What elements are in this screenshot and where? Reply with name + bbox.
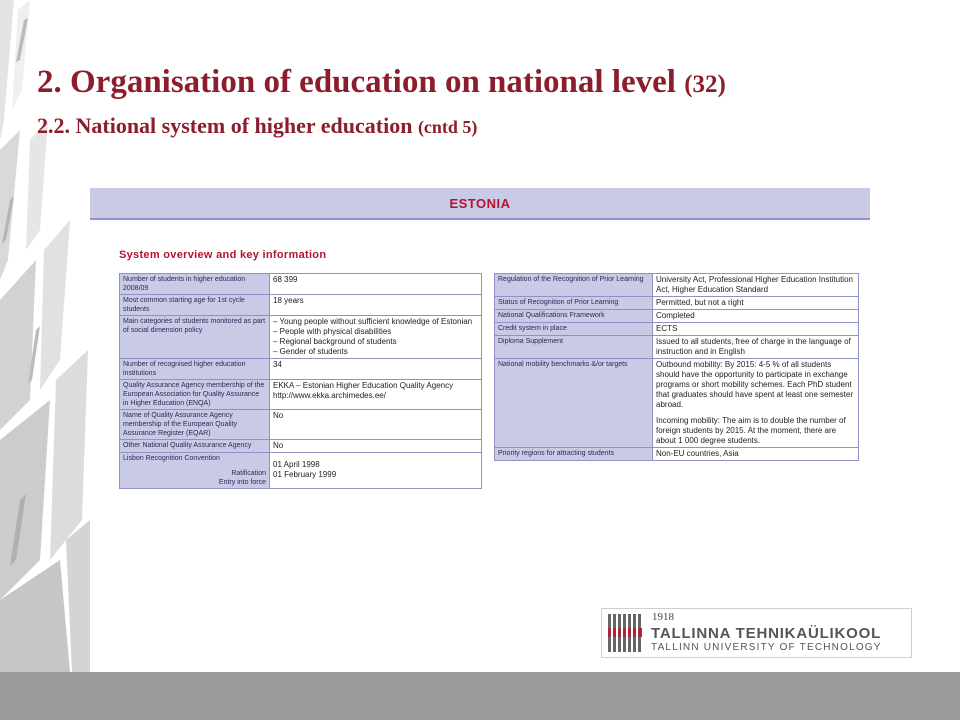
priority-value: Non-EU countries, Asia	[653, 448, 859, 461]
rpl-status-label: Status of Recognition of Prior Learning	[495, 297, 653, 310]
logo-name: TALLINNA TEHNIKAÜLIKOOL	[651, 625, 882, 642]
other-qa-value: No	[270, 440, 482, 453]
table-row	[495, 310, 859, 323]
eqar-label: Name of Quality Assurance Agency membership of the European Quality Assurance Register (EQAR)	[120, 410, 270, 440]
table-row	[120, 410, 482, 440]
logo-year: 1918	[652, 611, 674, 623]
table-row	[120, 440, 482, 453]
table-row	[120, 453, 482, 489]
rpl-regulation-label: Regulation of the Recognition of Prior Learning	[495, 274, 653, 297]
mobility-outbound: Outbound mobility: By 2015: 4-5 % of all students should have the opportunity to participate in exchange programs or short mobility schemes. Each PhD student that graduates should have spent at least one semester abroad.	[656, 360, 854, 409]
institutions-label: Number of recognised higher education institutions	[120, 359, 270, 380]
eqar-value: No	[270, 410, 482, 440]
country-header	[90, 188, 870, 220]
lisbon-label	[120, 453, 270, 489]
rpl-status-value: Permitted, but not a right	[653, 297, 859, 310]
table-row	[120, 380, 482, 410]
category-item: – Young people without sufficient knowledge of Estonian	[273, 317, 473, 326]
qa-enqa-name: EKKA – Estonian Higher Education Quality Agency	[273, 381, 454, 390]
ratification-label: Ratification	[231, 470, 266, 477]
category-item: – People with physical disabilities	[273, 327, 392, 336]
category-item: – Regional background of students	[273, 337, 397, 346]
categories-values	[270, 316, 482, 359]
starting-age-value: 18 years	[270, 295, 482, 316]
mobility-label: National mobility benchmarks &/or targets	[495, 359, 653, 448]
other-qa-label: Other National Quality Assurance Agency	[120, 440, 270, 453]
table-row	[495, 274, 859, 297]
nqf-label: National Qualifications Framework	[495, 310, 653, 323]
country-name: ESTONIA	[449, 195, 511, 211]
overview-table-left	[119, 273, 482, 489]
lisbon-values	[270, 453, 482, 489]
qa-enqa-url: http://www.ekka.archimedes.ee/	[273, 391, 386, 400]
qa-enqa-label: Quality Assurance Agency membership of the European Association for Quality Assurance in Higher Education (ENQA)	[120, 380, 270, 410]
logo-bars-icon	[608, 614, 642, 652]
slide-subtitle	[37, 113, 477, 139]
table-row	[120, 274, 482, 295]
table-row	[120, 295, 482, 316]
rpl-regulation-value: University Act, Professional Higher Education Institution Act, Higher Education Standard	[653, 274, 859, 297]
ratification-value: 01 April 1998	[273, 460, 320, 469]
nqf-value: Completed	[653, 310, 859, 323]
bottom-band	[0, 672, 960, 720]
table-row	[495, 448, 859, 461]
lisbon-heading: Lisbon Recognition Convention	[123, 455, 220, 462]
slide-title	[37, 64, 726, 101]
students-label: Number of students in higher education 2008/09	[120, 274, 270, 295]
credit-value: ECTS	[653, 323, 859, 336]
table-row	[120, 316, 482, 359]
category-item: – Gender of students	[273, 347, 348, 356]
embedded-document	[90, 188, 870, 540]
mobility-incoming: Incoming mobility: The aim is to double the number of foreign students by 2015. At the moment, there are about 1 000 degree students.	[656, 416, 846, 445]
qa-enqa-value	[270, 380, 482, 410]
table-row	[495, 336, 859, 359]
institutions-value: 34	[270, 359, 482, 380]
section-heading: System overview and key information	[119, 249, 327, 261]
slide-subtitle-suffix: (cntd 5)	[417, 117, 478, 137]
overview-table-right	[494, 273, 859, 461]
table-row	[495, 323, 859, 336]
starting-age-label: Most common starting age for 1st cycle students	[120, 295, 270, 316]
slide-subtitle-text: 2.2. National system of higher education	[37, 113, 413, 138]
entry-label: Entry into force	[218, 479, 266, 486]
students-value: 68 399	[270, 274, 482, 295]
logo-name-english: TALLINN UNIVERSITY OF TECHNOLOGY	[651, 642, 882, 653]
entry-value: 01 February 1999	[273, 470, 337, 479]
table-row	[495, 359, 859, 448]
university-logo	[601, 608, 912, 658]
slide-title-text: 2. Organisation of education on national level	[37, 64, 676, 100]
slide-title-suffix: (32)	[684, 71, 726, 98]
credit-label: Credit system in place	[495, 323, 653, 336]
table-row	[495, 297, 859, 310]
priority-label: Priority regions for attracting students	[495, 448, 653, 461]
categories-label: Main categories of students monitored as part of social dimension policy	[120, 316, 270, 359]
diploma-value: Issued to all students, free of charge in the language of instruction and in English	[653, 336, 859, 359]
table-row	[120, 359, 482, 380]
decorative-left-texture	[0, 0, 90, 720]
mobility-value	[653, 359, 859, 448]
diploma-label: Diploma Supplement	[495, 336, 653, 359]
